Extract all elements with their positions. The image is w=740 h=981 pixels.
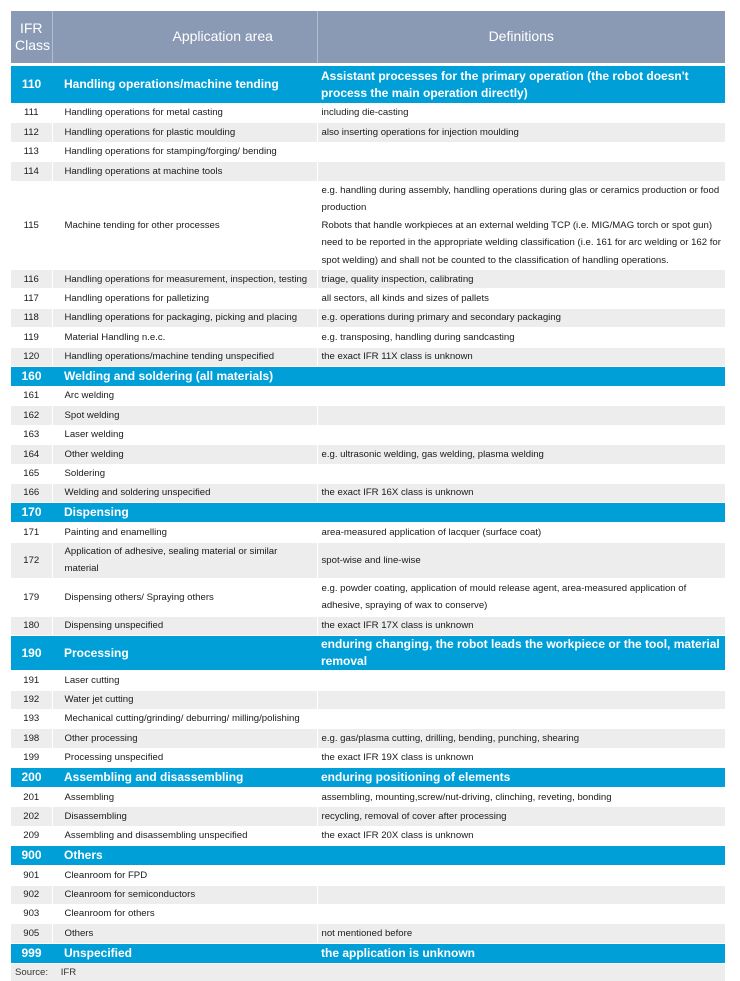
row-application-area: Cleanroom for semiconductors <box>52 885 317 904</box>
section-name: Others <box>52 846 317 866</box>
row-code: 111 <box>11 104 52 123</box>
table-row <box>11 483 725 502</box>
row-code: 192 <box>11 690 52 709</box>
table-row <box>11 270 725 289</box>
header-definitions: Definitions <box>317 11 725 63</box>
row-definition <box>317 142 725 161</box>
section-definition <box>317 846 725 866</box>
row-code: 901 <box>11 866 52 885</box>
table-row <box>11 905 725 924</box>
row-application-area: Handling operations for plastic moulding <box>52 123 317 142</box>
row-application-area: Laser welding <box>52 425 317 444</box>
row-definition: not mentioned before <box>317 924 725 943</box>
row-code: 193 <box>11 709 52 728</box>
row-code: 162 <box>11 406 52 425</box>
row-application-area: Handling operations/machine tending unspecified <box>52 347 317 366</box>
row-definition <box>317 690 725 709</box>
table-row <box>11 578 725 616</box>
row-code: 116 <box>11 270 52 289</box>
header-class-line2: Class <box>15 37 51 53</box>
table-row <box>11 387 725 406</box>
row-application-area: Soldering <box>52 464 317 483</box>
row-code: 199 <box>11 748 52 767</box>
section-definition: Assistant processes for the primary operation (the robot doesn't process the main operation directly) <box>317 66 725 104</box>
row-code: 191 <box>11 671 52 690</box>
table-row <box>11 464 725 483</box>
section-code: 110 <box>11 66 52 104</box>
row-code: 163 <box>11 425 52 444</box>
header-ifr-class <box>11 11 52 63</box>
row-application-area: Cleanroom for others <box>52 905 317 924</box>
row-definition: e.g. powder coating, application of mould release agent, area-measured application of adhesive, spraying of wax to conserve) <box>317 578 725 616</box>
row-application-area: Handling operations for packaging, picking and placing <box>52 308 317 327</box>
row-definition: the exact IFR 11X class is unknown <box>317 347 725 366</box>
row-application-area: Cleanroom for FPD <box>52 866 317 885</box>
section-row <box>11 943 725 963</box>
section-row <box>11 503 725 523</box>
row-code: 179 <box>11 578 52 616</box>
table-row <box>11 123 725 142</box>
table-row <box>11 406 725 425</box>
table-row <box>11 616 725 635</box>
section-row <box>11 768 725 788</box>
section-definition: enduring changing, the robot leads the workpiece or the tool, material removal <box>317 636 725 671</box>
section-name: Assembling and disassembling <box>52 768 317 788</box>
row-application-area: Welding and soldering unspecified <box>52 483 317 502</box>
table-row <box>11 542 725 578</box>
row-application-area: Laser cutting <box>52 671 317 690</box>
table-row <box>11 748 725 767</box>
row-application-area: Water jet cutting <box>52 690 317 709</box>
section-definition: enduring positioning of elements <box>317 768 725 788</box>
row-definition: area-measured application of lacquer (surface coat) <box>317 523 725 542</box>
row-code: 171 <box>11 523 52 542</box>
row-definition: e.g. gas/plasma cutting, drilling, bending, punching, shearing <box>317 729 725 748</box>
section-row <box>11 367 725 387</box>
section-definition <box>317 503 725 523</box>
row-application-area: Application of adhesive, sealing material or similar material <box>52 542 317 578</box>
table-row <box>11 104 725 123</box>
section-name: Dispensing <box>52 503 317 523</box>
section-name: Welding and soldering (all materials) <box>52 367 317 387</box>
row-definition: the exact IFR 17X class is unknown <box>317 616 725 635</box>
row-application-area: Dispensing unspecified <box>52 616 317 635</box>
table-row <box>11 885 725 904</box>
row-code: 902 <box>11 885 52 904</box>
row-application-area: Handling operations at machine tools <box>52 162 317 181</box>
row-application-area: Other processing <box>52 729 317 748</box>
row-code: 161 <box>11 387 52 406</box>
row-code: 166 <box>11 483 52 502</box>
row-application-area: Dispensing others/ Spraying others <box>52 578 317 616</box>
section-code: 200 <box>11 768 52 788</box>
row-definition <box>317 162 725 181</box>
section-code: 160 <box>11 367 52 387</box>
table-row <box>11 866 725 885</box>
row-definition <box>317 425 725 444</box>
row-definition: e.g. handling during assembly, handling operations during glas or ceramics production or food production Robots that handle workpieces at an external welding TCP (i.e. MIG/MAG torch or spot gun) need to be reported in the appropriate welding classification (i.e. 161 for arc welding or 162 for spot welding) and shall not be counted to the classification of handling operations. <box>317 181 725 270</box>
row-definition <box>317 387 725 406</box>
source-label: Source: <box>15 966 49 978</box>
section-name: Processing <box>52 636 317 671</box>
row-definition: the exact IFR 20X class is unknown <box>317 826 725 845</box>
row-code: 119 <box>11 328 52 347</box>
table-row <box>11 709 725 728</box>
table-row <box>11 181 725 270</box>
row-application-area: Mechanical cutting/grinding/ deburring/ milling/polishing <box>52 709 317 728</box>
section-name: Unspecified <box>52 943 317 963</box>
row-code: 113 <box>11 142 52 161</box>
table-row <box>11 445 725 464</box>
section-row <box>11 66 725 104</box>
table-row <box>11 308 725 327</box>
row-definition <box>317 905 725 924</box>
section-row <box>11 846 725 866</box>
row-application-area: Other welding <box>52 445 317 464</box>
row-definition: e.g. transposing, handling during sandcasting <box>317 328 725 347</box>
row-application-area: Handling operations for stamping/forging/ bending <box>52 142 317 161</box>
row-application-area: Painting and enamelling <box>52 523 317 542</box>
row-code: 172 <box>11 542 52 578</box>
row-application-area: Arc welding <box>52 387 317 406</box>
row-definition: the exact IFR 16X class is unknown <box>317 483 725 502</box>
table-header <box>11 11 725 66</box>
row-definition <box>317 866 725 885</box>
row-code: 120 <box>11 347 52 366</box>
row-definition: all sectors, all kinds and sizes of pallets <box>317 289 725 308</box>
row-definition: the exact IFR 19X class is unknown <box>317 748 725 767</box>
row-code: 164 <box>11 445 52 464</box>
row-code: 117 <box>11 289 52 308</box>
row-code: 165 <box>11 464 52 483</box>
row-definition: spot-wise and line-wise <box>317 542 725 578</box>
row-definition <box>317 464 725 483</box>
row-definition <box>317 709 725 728</box>
row-application-area: Assembling and disassembling unspecified <box>52 826 317 845</box>
row-definition: e.g. operations during primary and secondary packaging <box>317 308 725 327</box>
section-code: 190 <box>11 636 52 671</box>
row-code: 114 <box>11 162 52 181</box>
row-code: 905 <box>11 924 52 943</box>
row-definition: recycling, removal of cover after processing <box>317 807 725 826</box>
table-row <box>11 289 725 308</box>
row-definition <box>317 885 725 904</box>
table-row <box>11 523 725 542</box>
row-code: 180 <box>11 616 52 635</box>
row-definition: e.g. ultrasonic welding, gas welding, plasma welding <box>317 445 725 464</box>
section-definition <box>317 367 725 387</box>
section-row <box>11 636 725 671</box>
row-application-area: Spot welding <box>52 406 317 425</box>
row-code: 115 <box>11 181 52 270</box>
table-row <box>11 729 725 748</box>
table-row <box>11 924 725 943</box>
row-code: 118 <box>11 308 52 327</box>
ifr-classification-table <box>11 11 725 981</box>
table-row <box>11 328 725 347</box>
section-code: 900 <box>11 846 52 866</box>
row-definition: triage, quality inspection, calibrating <box>317 270 725 289</box>
table-row <box>11 690 725 709</box>
source-value: IFR <box>60 966 77 978</box>
row-code: 112 <box>11 123 52 142</box>
section-name: Handling operations/machine tending <box>52 66 317 104</box>
row-code: 202 <box>11 807 52 826</box>
row-application-area: Handling operations for metal casting <box>52 104 317 123</box>
table-row <box>11 788 725 807</box>
row-definition: including die-casting <box>317 104 725 123</box>
table-row <box>11 347 725 366</box>
row-application-area: Processing unspecified <box>52 748 317 767</box>
row-code: 201 <box>11 788 52 807</box>
row-definition: assembling, mounting,screw/nut-driving, clinching, reveting, bonding <box>317 788 725 807</box>
row-code: 209 <box>11 826 52 845</box>
section-code: 999 <box>11 943 52 963</box>
row-definition <box>317 671 725 690</box>
table-body <box>11 66 725 963</box>
section-code: 170 <box>11 503 52 523</box>
table-row <box>11 807 725 826</box>
row-application-area: Others <box>52 924 317 943</box>
row-code: 903 <box>11 905 52 924</box>
row-application-area: Handling operations for palletizing <box>52 289 317 308</box>
table-row <box>11 142 725 161</box>
row-application-area: Disassembling <box>52 807 317 826</box>
table-row <box>11 671 725 690</box>
table-row <box>11 826 725 845</box>
table-row <box>11 425 725 444</box>
row-application-area: Handling operations for measurement, inspection, testing <box>52 270 317 289</box>
header-class-line1: IFR <box>19 19 43 36</box>
row-definition <box>317 406 725 425</box>
table-row <box>11 162 725 181</box>
row-definition: also inserting operations for injection moulding <box>317 123 725 142</box>
source-row <box>11 963 725 981</box>
header-application-area: Application area <box>52 11 317 63</box>
row-code: 198 <box>11 729 52 748</box>
row-application-area: Assembling <box>52 788 317 807</box>
row-application-area: Material Handling n.e.c. <box>52 328 317 347</box>
row-application-area: Machine tending for other processes <box>52 181 317 270</box>
section-definition: the application is unknown <box>317 943 725 963</box>
